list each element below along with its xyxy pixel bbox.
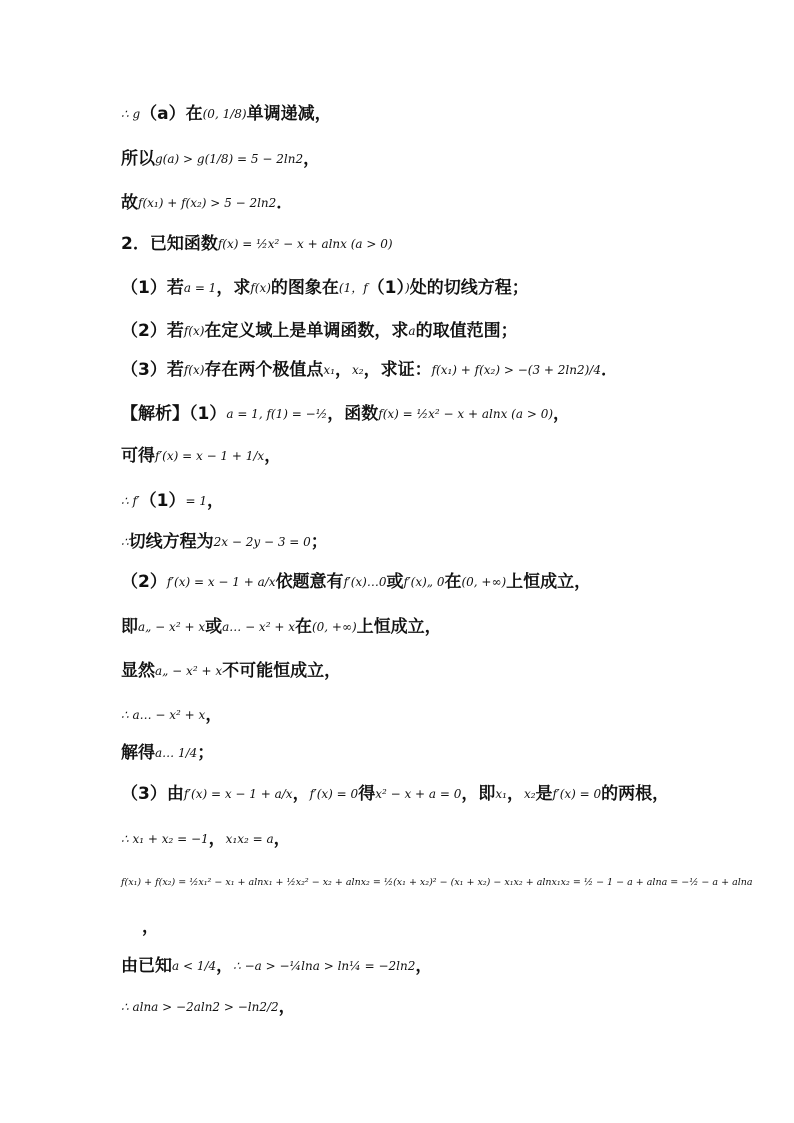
text-segment: ， <box>216 956 234 976</box>
math-expression: ) <box>405 281 410 295</box>
text-segment: 的图象在 <box>270 278 339 298</box>
math-expression: x₁ <box>495 787 507 801</box>
line-8 <box>121 403 570 425</box>
text-segment: ， <box>273 829 291 849</box>
text-segment: 在 <box>444 572 462 592</box>
text-segment: ， <box>264 446 282 466</box>
math-expression: f(x) = ½x² − x + alnx (a > 0) <box>378 407 554 421</box>
text-segment: ， <box>553 404 571 424</box>
line-22 <box>121 996 296 1018</box>
math-expression: (0, 1/8) <box>202 107 247 121</box>
math-expression: f′(x) = x − 1 + a/x <box>166 575 276 589</box>
math-expression: f(x) <box>250 281 271 295</box>
math-expression: x₂ <box>352 363 364 377</box>
text-segment: ， <box>292 784 310 804</box>
text-segment: ； <box>197 743 215 763</box>
math-expression: g(a) > g(1/8) = 5 − 2ln2 <box>155 152 304 166</box>
math-expression: f′(x) = x − 1 + a/x <box>183 787 293 801</box>
text-segment: （2）若 <box>121 321 184 341</box>
text-segment: ， <box>415 956 433 976</box>
text-segment: 或 <box>386 572 404 592</box>
math-expression: a = 1, f(1) = −½ <box>226 407 328 421</box>
text-segment: ． <box>600 360 618 380</box>
line-6 <box>121 320 518 342</box>
text-segment: ， <box>142 917 159 937</box>
math-expression: a… − x² + x <box>222 620 295 634</box>
math-expression: a < 1/4 <box>172 959 217 973</box>
text-segment: （3）由 <box>121 784 184 804</box>
line-17 <box>121 783 669 805</box>
text-segment: 的两根， <box>601 784 670 804</box>
line-11 <box>121 531 328 553</box>
text-segment: 不可能恒成立， <box>222 661 342 681</box>
math-expression: f′(x) = x − 1 + 1/x <box>155 449 265 463</box>
math-expression: ∴ x₁ + x₂ = −1 <box>121 832 209 846</box>
text-segment: （1） <box>139 491 186 511</box>
math-expression: f′(x) = 0 <box>552 787 602 801</box>
math-expression: f′(x)…0 <box>343 575 387 589</box>
line-16 <box>121 742 214 764</box>
text-segment: 依题意有 <box>275 572 344 592</box>
math-expression: a„ − x² + x <box>138 620 206 634</box>
math-expression: a„ − x² + x <box>155 664 223 678</box>
text-segment: 切线方程为 <box>128 532 214 552</box>
line-2 <box>121 148 320 170</box>
math-expression: ∴ <box>121 535 129 549</box>
math-expression: f(x₁) + f(x₂) > −(3 + 2ln2)/4 <box>431 363 601 377</box>
math-expression: ∴ alna > −2aln2 > −ln2/2 <box>121 1000 279 1014</box>
math-expression: f′(x)„ 0 <box>403 575 445 589</box>
text-segment: （1）若 <box>121 278 184 298</box>
math-expression: (1，f <box>338 281 368 295</box>
math-expression: x₂ <box>523 787 536 801</box>
math-expression: ∴ f′ <box>121 494 140 508</box>
text-segment: ，即 <box>461 784 496 804</box>
math-expression: 2x − 2y − 3 = 0 <box>213 535 311 549</box>
math-expression: a = 1 <box>183 281 217 295</box>
text-segment: （3）若 <box>121 360 184 380</box>
text-segment: ． <box>276 193 294 213</box>
line-15 <box>121 704 222 726</box>
line-13 <box>121 616 442 638</box>
line-12 <box>121 571 591 593</box>
line-14 <box>121 660 341 682</box>
line-10 <box>121 490 224 512</box>
text-segment: 【解析】（1） <box>121 404 227 424</box>
math-expression: (0, +∞) <box>461 575 507 589</box>
text-segment: 解得 <box>121 743 155 763</box>
text-segment: 单调递减， <box>246 104 332 124</box>
math-expression: (0, +∞) <box>311 620 357 634</box>
text-segment: 处的切线方程； <box>409 278 529 298</box>
text-segment: 是 <box>535 784 553 804</box>
math-expression: ∴ a… − x² + x <box>121 708 206 722</box>
math-expression: ∴ −a > −¼lna > ln¼ = −2ln2 <box>233 959 416 973</box>
text-segment: ， <box>205 705 223 725</box>
text-segment: 故 <box>121 193 138 213</box>
text-segment: ，求 <box>216 278 251 298</box>
math-expression: f′(x) = 0 <box>309 787 359 801</box>
line-1 <box>121 103 332 125</box>
text-segment: 存在两个极值点 <box>204 360 324 380</box>
text-segment: 所以 <box>121 149 155 169</box>
text-segment: 2．已知函数 <box>121 234 218 254</box>
math-expression: x₁ <box>323 363 335 377</box>
text-segment: 上恒成立， <box>356 617 442 637</box>
text-segment: ， <box>506 784 524 804</box>
text-segment: 得 <box>358 784 376 804</box>
line-18 <box>121 828 291 850</box>
text-segment: 由已知 <box>121 956 172 976</box>
line-21 <box>121 955 432 977</box>
text-segment: ； <box>310 532 328 552</box>
text-segment: ， <box>206 491 224 511</box>
text-segment: 上恒成立， <box>506 572 592 592</box>
line-4 <box>121 233 393 255</box>
text-segment: 在 <box>294 617 312 637</box>
text-segment: ， <box>278 997 296 1017</box>
math-expression: ∴ g <box>121 107 141 121</box>
math-expression: f(x₁) + f(x₂) > 5 − 2ln2 <box>138 196 277 210</box>
math-expression: = 1 <box>185 494 207 508</box>
line-20 <box>142 916 159 938</box>
math-expression: f(x) = ½x² − x + alnx (a > 0) <box>217 237 393 251</box>
text-segment: 可得 <box>121 446 155 466</box>
math-expression: a… 1/4 <box>155 746 198 760</box>
line-7 <box>121 359 618 381</box>
math-expression: f(x) <box>183 324 205 338</box>
text-segment: （1） <box>367 278 406 298</box>
math-expression: a <box>408 324 416 338</box>
math-expression: x₁x₂ = a <box>225 832 274 846</box>
text-segment: ， <box>303 149 321 169</box>
text-segment: 即 <box>121 617 138 637</box>
math-expression: f(x) <box>183 363 205 377</box>
text-segment: ， <box>208 829 226 849</box>
text-segment: ，函数 <box>327 404 379 424</box>
text-segment: 在定义域上是单调函数，求 <box>204 321 409 341</box>
text-segment: ，求证： <box>363 360 432 380</box>
math-expression: x² − x + a = 0 <box>375 787 462 801</box>
line-5 <box>121 277 529 299</box>
text-segment: （a）在 <box>140 104 203 124</box>
math-expression: f(x₁) + f(x₂) = ½x₁² − x₁ + alnx₁ + ½x₂² − x₂ + alnx₂ = ½(x₁ + x₂)² − (x₁ + x₂) − x₁x₂ + alnx₁x₂ = ½ − 1 − a + alna = −½ − a + alna <box>121 877 753 888</box>
text-segment: （2） <box>121 572 167 592</box>
line-3 <box>121 192 293 214</box>
line-19 <box>121 872 753 895</box>
text-segment: 的取值范围； <box>415 321 518 341</box>
text-segment: ， <box>335 360 352 380</box>
text-segment: 或 <box>205 617 223 637</box>
line-9 <box>121 445 281 467</box>
text-segment: 显然 <box>121 661 155 681</box>
